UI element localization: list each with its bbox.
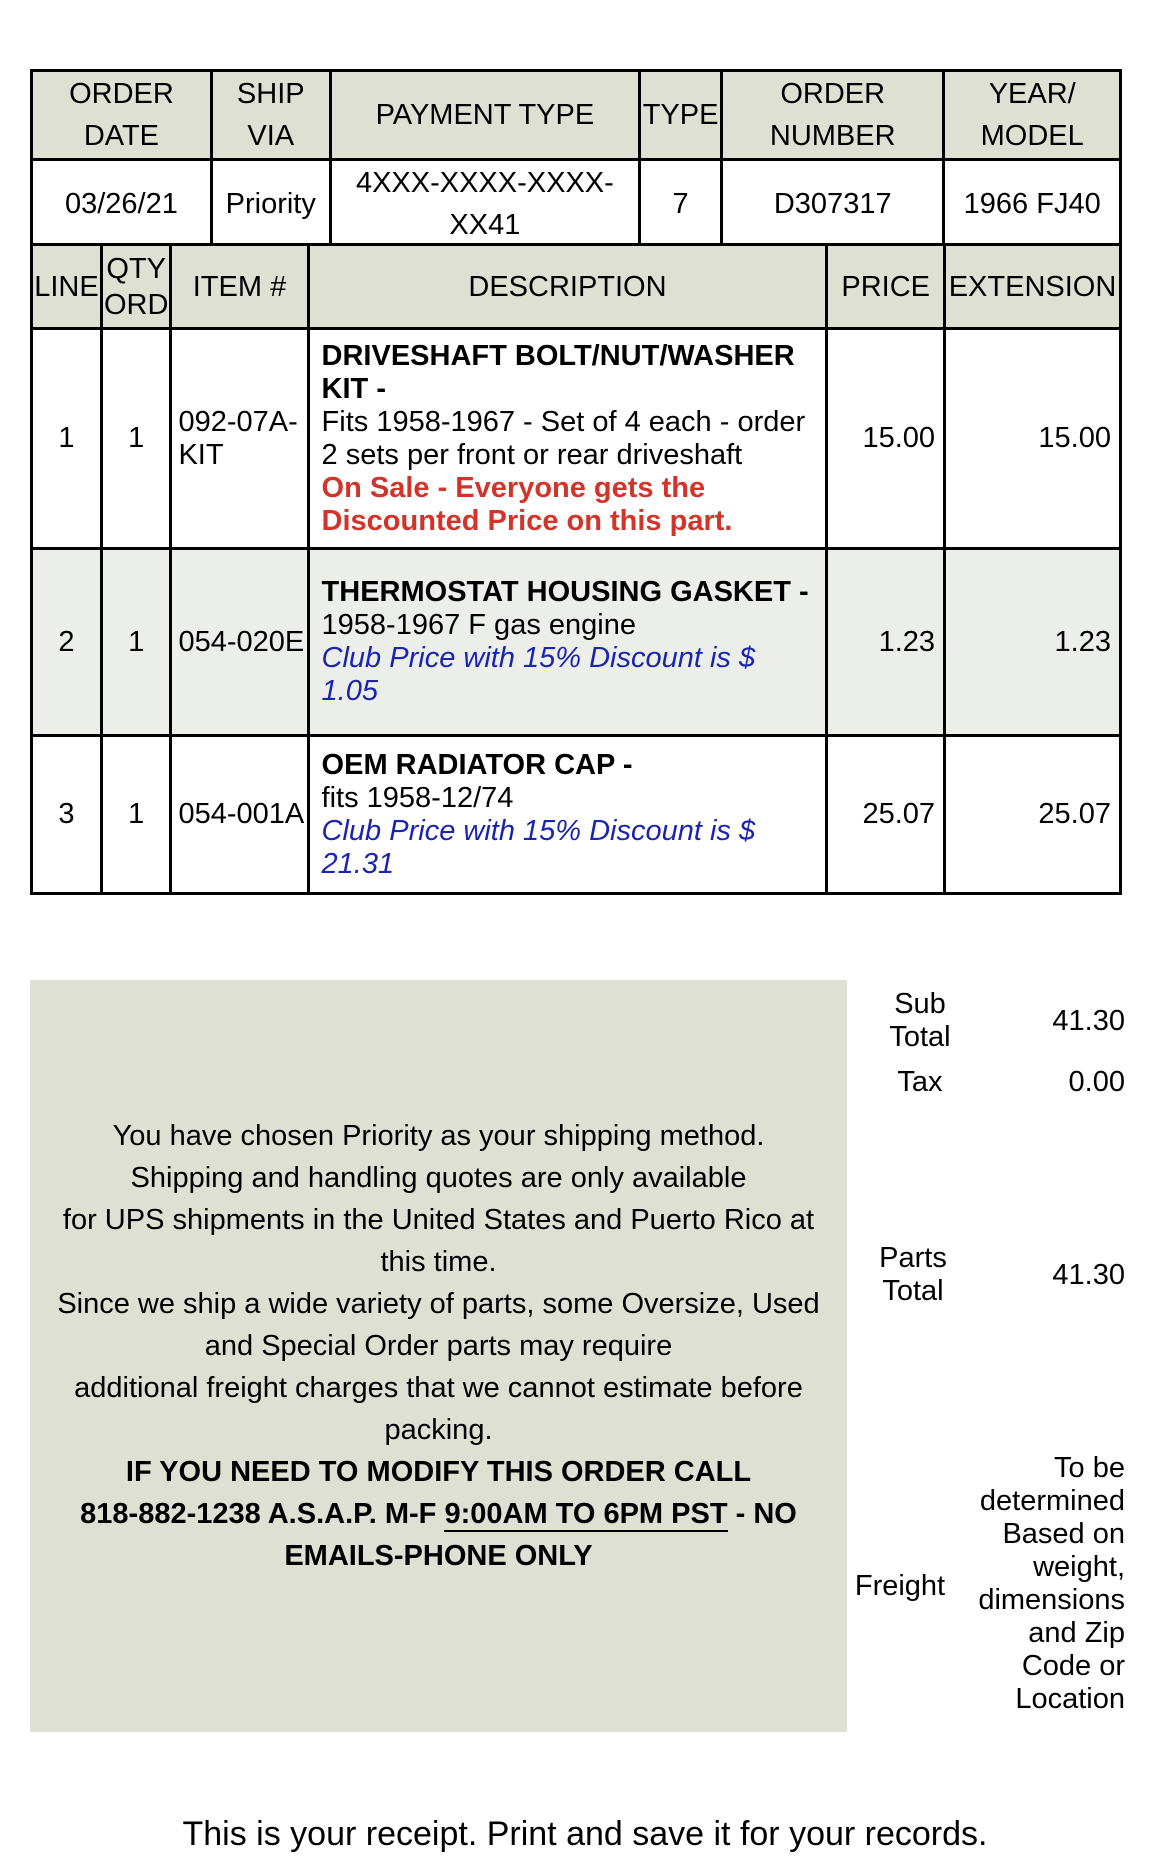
hours-link[interactable]: 9:00AM TO 6PM PST <box>444 1498 728 1530</box>
freight-value: To be determined Based on weight, dimensions and Zip Code or Location <box>978 1452 1125 1715</box>
description-header: DESCRIPTION <box>308 245 827 329</box>
shipping-note-box <box>30 980 847 1732</box>
subtotal-value: 41.30 <box>1052 1005 1125 1037</box>
club-price-note: Club Price with 15% Discount is $ 1.05 <box>321 642 756 707</box>
shipping-note-line: and Special Order parts may require <box>204 1330 673 1362</box>
tax-label: Tax <box>897 1066 943 1098</box>
parts-total-label: Parts Total <box>879 1242 947 1307</box>
freight-label: Freight <box>854 1570 946 1602</box>
shipping-note-line: Since we ship a wide variety of parts, some Oversize, Used <box>57 1288 820 1320</box>
line-header: LINE <box>32 245 102 329</box>
item-number: 054-020E <box>171 549 308 736</box>
shipping-note-line: this time. <box>380 1246 497 1278</box>
line-number: 1 <box>32 329 102 549</box>
qty-ordered: 1 <box>101 549 170 736</box>
parts-total-value: 41.30 <box>1052 1259 1125 1291</box>
year-model: 1966 FJ40 <box>944 160 1121 249</box>
club-price-note: Club Price with 15% Discount is $ 21.31 <box>321 814 756 880</box>
table-row <box>32 549 1121 736</box>
item-title: THERMOSTAT HOUSING GASKET - <box>321 576 809 608</box>
modify-order-notice: IF YOU NEED TO MODIFY THIS ORDER CALL <box>125 1456 752 1488</box>
shipping-note-line: You have chosen Priority as your shipping method. <box>112 1120 765 1152</box>
order-number-header: ORDER NUMBER <box>722 71 944 160</box>
year-model-header: YEAR/ MODEL <box>944 71 1121 160</box>
type-value: 7 <box>640 160 722 249</box>
ship-via-header: SHIP VIA <box>211 71 330 160</box>
order-table <box>30 69 1122 250</box>
subtotal-label: Sub Total <box>889 988 951 1053</box>
table-row <box>32 329 1121 549</box>
item-price: 15.00 <box>827 329 945 549</box>
price-header: PRICE <box>827 245 945 329</box>
item-detail: 1958-1967 F gas engine <box>321 609 636 641</box>
shipping-note-line: additional freight charges that we cannot estimate before <box>74 1372 803 1404</box>
item-description <box>308 549 827 736</box>
item-header: ITEM # <box>171 245 308 329</box>
line-number: 2 <box>32 549 102 736</box>
item-detail: fits 1958-12/74 <box>321 781 514 814</box>
order-date-header: ORDER DATE <box>32 71 212 160</box>
shipping-note-line: packing. <box>384 1414 493 1446</box>
item-title: OEM RADIATOR CAP - <box>321 748 633 781</box>
sale-note: On Sale - Everyone gets the Discounted Price on this part. <box>321 471 733 537</box>
ship-via: Priority <box>211 160 330 249</box>
items-table <box>30 243 1122 895</box>
item-extension: 1.23 <box>945 549 1121 736</box>
receipt-footer: This is your receipt. Print and save it for your records. <box>182 1815 988 1853</box>
order-date: 03/26/21 <box>32 160 212 249</box>
item-price: 1.23 <box>827 549 945 736</box>
tax-value: 0.00 <box>1068 1066 1125 1098</box>
line-number: 3 <box>32 736 102 894</box>
extension-header: EXTENSION <box>945 245 1121 329</box>
item-extension: 15.00 <box>945 329 1121 549</box>
item-price: 25.07 <box>827 736 945 894</box>
qty-ordered: 1 <box>101 329 170 549</box>
payment-type: 4XXX-XXXX-XXXX- XX41 <box>330 160 639 249</box>
order-number: D307317 <box>722 160 944 249</box>
qty-ordered: 1 <box>101 736 170 894</box>
phone-notice: 818-882-1238 A.S.A.P. M-F 9:00AM TO 6PM PST - NO <box>80 1498 797 1530</box>
table-row <box>32 736 1121 894</box>
shipping-note <box>30 1115 847 1577</box>
item-number: 054-001A <box>171 736 308 894</box>
payment-type-header: PAYMENT TYPE <box>330 71 639 160</box>
item-description <box>308 329 827 549</box>
item-title: DRIVESHAFT BOLT/NUT/WASHER KIT - <box>321 339 795 405</box>
item-description <box>308 736 827 894</box>
shipping-note-line: Shipping and handling quotes are only available <box>130 1162 747 1194</box>
item-detail: Fits 1958-1967 - Set of 4 each - order 2 sets per front or rear driveshaft <box>321 405 806 471</box>
phone-only-notice: EMAILS-PHONE ONLY <box>284 1540 593 1572</box>
type-header: TYPE <box>640 71 722 160</box>
qty-header: QTY ORD <box>101 245 170 329</box>
item-number: 092-07A- KIT <box>171 329 308 549</box>
shipping-note-line: for UPS shipments in the United States and Puerto Rico at <box>62 1204 815 1236</box>
item-extension: 25.07 <box>945 736 1121 894</box>
